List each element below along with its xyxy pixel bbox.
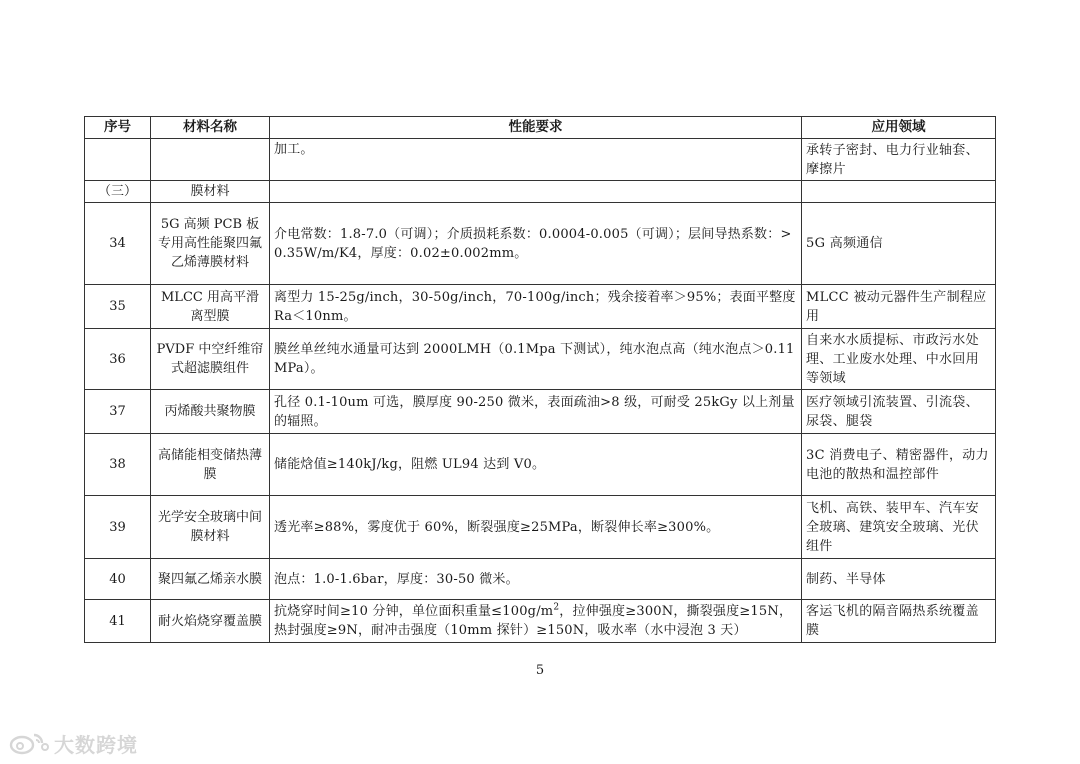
header-no: 序号 [85,117,151,139]
cell-no: 37 [85,390,151,434]
header-application-field: 应用领域 [802,117,996,139]
cell-requirement: 泡点：1.0-1.6bar，厚度：30-50 微米。 [270,559,802,600]
page-number: 5 [535,663,545,678]
section-empty-cell [270,181,802,203]
cell-no: 40 [85,559,151,600]
cell-name: MLCC 用高平滑离型膜 [151,285,270,329]
table-row [85,285,996,329]
cell-requirement: 加工。 [270,139,802,181]
cell-application: 医疗领域引流装置、引流袋、尿袋、腿袋 [802,390,996,434]
cell-application: 3C 消费电子、精密器件，动力电池的散热和温控部件 [802,434,996,496]
cell-no: 35 [85,285,151,329]
cell-no: 41 [85,600,151,643]
cell-no: 39 [85,496,151,559]
table-row [85,434,996,496]
cell-name [151,139,270,181]
table-header-row [85,117,996,139]
section-empty-cell [802,181,996,203]
cell-application: 客运飞机的隔音隔热系统覆盖膜 [802,600,996,643]
cell-application: 承转子密封、电力行业轴套、摩擦片 [802,139,996,181]
cell-requirement: 介电常数：1.8-7.0（可调）；介质损耗系数：0.0004-0.005（可调）；层间导热系数：>0.35W/m/K4，厚度：0.02±0.002mm。 [270,203,802,285]
cell-name: 高储能相变储热薄膜 [151,434,270,496]
table-row [85,390,996,434]
cell-requirement: 孔径 0.1-10um 可选，膜厚度 90-250 微米，表面疏油>8 级，可耐受 25kGy 以上剂量的辐照。 [270,390,802,434]
cell-application: 制药、半导体 [802,559,996,600]
cell-name: 丙烯酸共聚物膜 [151,390,270,434]
cell-no: 38 [85,434,151,496]
cell-name: 耐火焰烧穿覆盖膜 [151,600,270,643]
section-number: （三） [85,181,151,203]
cell-requirement: 离型力 15-25g/inch，30-50g/inch，70-100g/inch；残余接着率＞95%；表面平整度 Ra＜10nm。 [270,285,802,329]
cell-application: 飞机、高铁、装甲车、汽车安全玻璃、建筑安全玻璃、光伏组件 [802,496,996,559]
cell-no: 34 [85,203,151,285]
section-title: 膜材料 [151,181,270,203]
table-row [85,203,996,285]
cell-application: 自来水水质提标、市政污水处理、工业废水处理、中水回用等领域 [802,329,996,390]
cell-name: 5G 高频 PCB 板专用高性能聚四氟乙烯薄膜材料 [151,203,270,285]
table-row [85,559,996,600]
watermark [8,728,138,758]
table-row-continued [85,139,996,181]
cell-name: PVDF 中空纤维帘式超滤膜组件 [151,329,270,390]
superscript: 2 [553,602,560,613]
cell-no: 36 [85,329,151,390]
header-material-name: 材料名称 [151,117,270,139]
weibo-logo-icon [8,731,50,755]
materials-table [84,116,996,643]
watermark-text: 大数跨境 [54,732,138,757]
section-row [85,181,996,203]
cell-requirement: 透光率≥88%，雾度优于 60%，断裂强度≥25MPa，断裂伸长率≥300%。 [270,496,802,559]
cell-requirement: 储能焓值≥140kJ/kg，阻燃 UL94 达到 V0。 [270,434,802,496]
cell-name: 聚四氟乙烯亲水膜 [151,559,270,600]
requirement-text-part: 抗烧穿时间≥10 分钟，单位面积重量≤100g/m [274,604,554,619]
cell-requirement: 膜丝单丝纯水通量可达到 2000LMH（0.1Mpa 下测试），纯水泡点高（纯水泡点＞0.11MPa）。 [270,329,802,390]
requirement-text-part: ，拉伸强度≥300N，撕裂强度≥15N，热封强度≥9N，耐冲击强度（10mm 探针）≥150N，吸水率（水中浸泡 3 天） [274,604,793,638]
cell-application: 5G 高频通信 [802,203,996,285]
cell-application: MLCC 被动元器件生产制程应用 [802,285,996,329]
cell-requirement [270,600,802,643]
cell-no [85,139,151,181]
table-row [85,329,996,390]
header-performance-requirement: 性能要求 [270,117,802,139]
table-row [85,496,996,559]
table-row [85,600,996,643]
cell-name: 光学安全玻璃中间膜材料 [151,496,270,559]
